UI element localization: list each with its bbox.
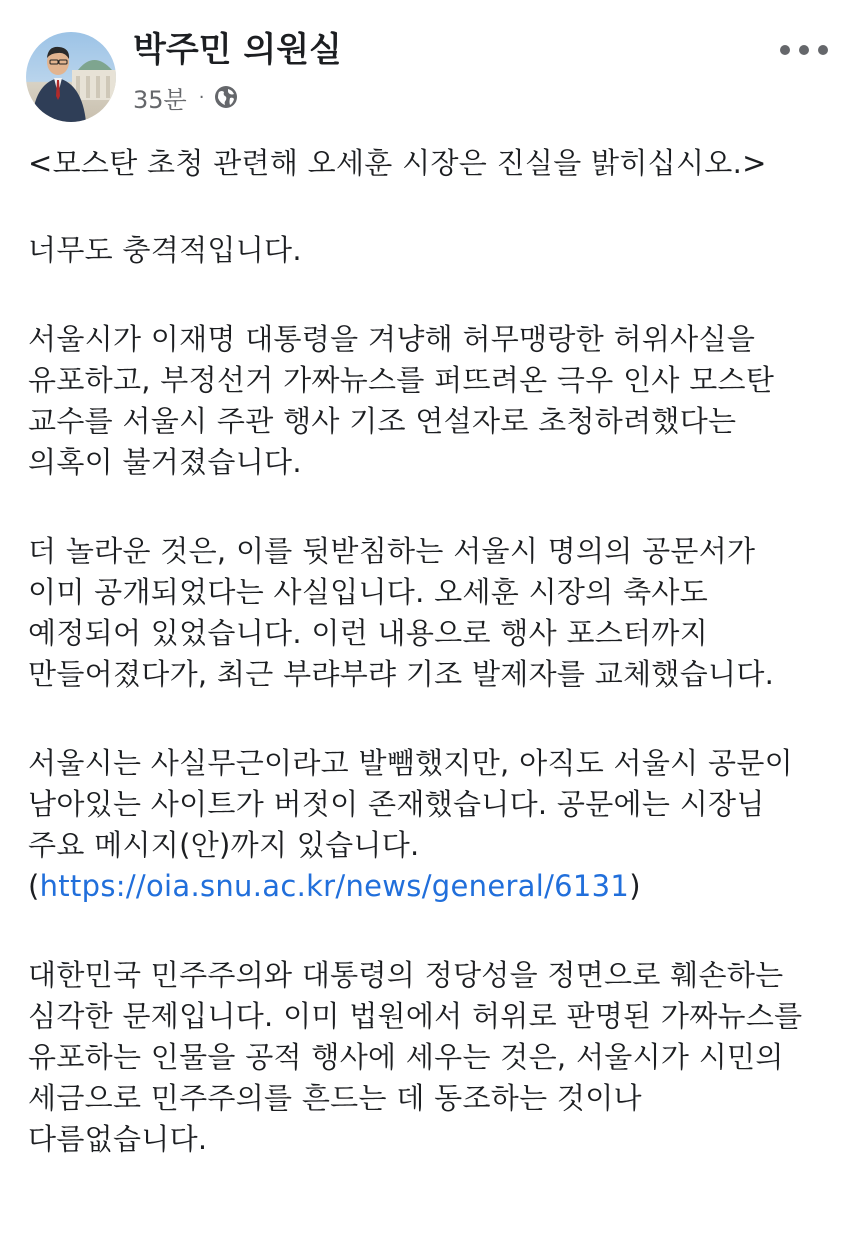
paragraph-4 xyxy=(28,743,828,907)
post-title: <모스탄 초청 관련해 오세훈 시장은 진실을 밝히십시오.> xyxy=(28,146,767,180)
link-open-paren: ( xyxy=(28,869,40,903)
globe-icon[interactable] xyxy=(214,85,238,109)
paragraph-2: 서울시가 이재명 대통령을 겨냥해 허무맹랑한 허위사실을 유포하고, 부정선거 가짜뉴스를 퍼뜨려온 극우 인사 모스탄 교수를 서울시 주관 행사 기조 연설자로 초청하려했다는 의혹이 불거졌습니다. xyxy=(28,322,775,479)
post-meta xyxy=(133,82,238,112)
post-body xyxy=(28,143,828,1208)
more-dot xyxy=(799,45,809,55)
author-avatar[interactable] xyxy=(26,32,116,122)
link-close-paren: ) xyxy=(629,869,641,903)
author-name[interactable]: 박주민 의원실 xyxy=(133,30,342,70)
more-dot xyxy=(780,45,790,55)
paragraph-1: 너무도 충격적입니다. xyxy=(28,233,302,267)
post-header xyxy=(0,0,850,130)
paragraph-4-text: 서울시는 사실무근이라고 발뺌했지만, 아직도 서울시 공문이 남아있는 사이트가 버젓이 존재했습니다. 공문에는 시장님 주요 메시지(안)까지 있습니다. xyxy=(28,746,793,862)
more-options-icon[interactable] xyxy=(780,30,828,70)
paragraph-5: 대한민국 민주주의와 대통령의 정당성을 정면으로 훼손하는 심각한 문제입니다. 이미 법원에서 허위로 판명된 가짜뉴스를 유포하는 인물을 공적 행사에 세우는 것은, 서울시가 시민의 세금으로 민주주의를 흔드는 데 동조하는 것이나 다름없습니다. xyxy=(28,958,803,1156)
meta-separator: · xyxy=(198,86,205,108)
paragraph-3: 더 놀라운 것은, 이를 뒷받침하는 서울시 명의의 공문서가 이미 공개되었다는 사실입니다. 오세훈 시장의 축사도 예정되어 있었습니다. 이런 내용으로 행사 포스터까지 만들어졌다가, 최근 부랴부랴 기조 발제자를 교체했습니다. xyxy=(28,534,775,691)
more-dot xyxy=(818,45,828,55)
post-time[interactable]: 35분 xyxy=(133,85,187,114)
source-link[interactable]: https://oia.snu.ac.kr/news/general/6131 xyxy=(39,869,630,903)
avatar-photo-icon xyxy=(26,32,116,122)
